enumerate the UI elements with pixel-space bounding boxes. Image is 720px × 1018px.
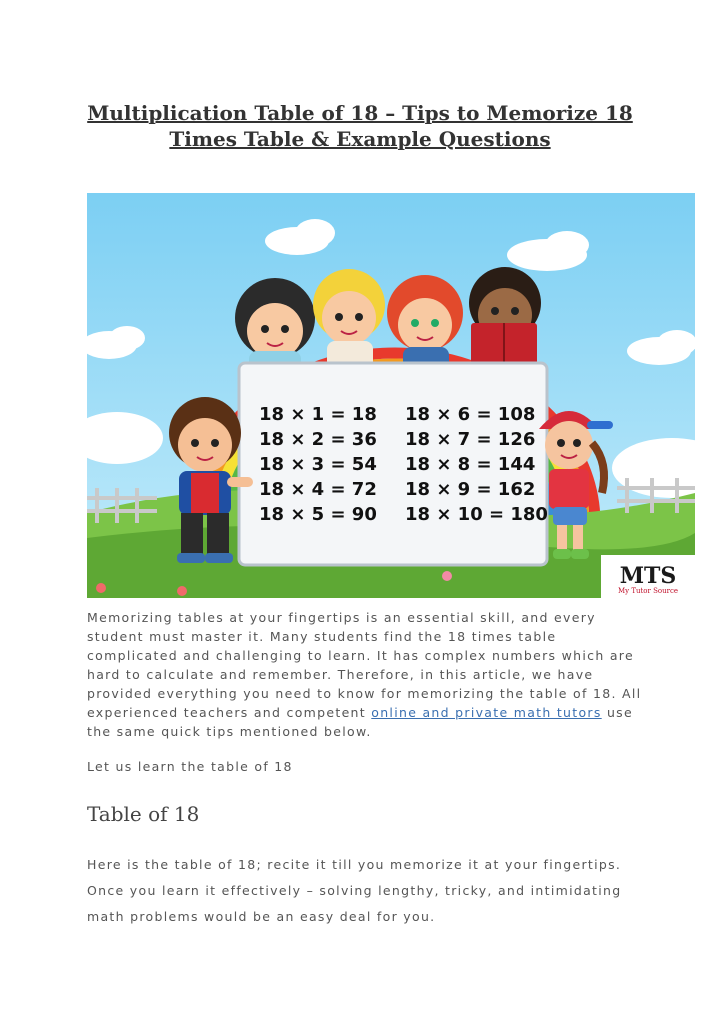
table-row-9: 18 × 9 = 162 <box>405 479 536 500</box>
mts-logo <box>601 555 695 598</box>
page-title <box>60 100 660 152</box>
intro-paragraph <box>87 608 647 741</box>
hero-illustration <box>87 193 695 598</box>
table-row-10: 18 × 10 = 180 <box>405 504 548 525</box>
kid-boy-book <box>469 267 541 367</box>
table-right-column <box>405 404 548 525</box>
online-math-tutors-link[interactable]: online and private math tutors <box>371 705 602 720</box>
logo-subtitle: My Tutor Source <box>617 587 679 595</box>
table-row-4: 18 × 4 = 72 <box>259 479 377 500</box>
lead-paragraph: Let us learn the table of 18 <box>87 759 293 774</box>
logo-mark: MTS <box>619 563 677 589</box>
table-row-7: 18 × 7 = 126 <box>405 429 536 450</box>
table-row-6: 18 × 6 = 108 <box>405 404 536 425</box>
section-heading: Table of 18 <box>87 802 200 826</box>
title-line-2: Times Table & Example Questions <box>169 127 551 151</box>
table-left-column <box>259 404 377 525</box>
title-line-1: Multiplication Table of 18 – Tips to Memorize 18 <box>87 101 633 125</box>
table-row-2: 18 × 2 = 36 <box>259 429 377 450</box>
table-row-5: 18 × 5 = 90 <box>259 504 377 525</box>
intro-text: Memorizing tables at your fingertips is an essential skill, and every student must master it. Many students find the 18 times table complicated and challenging to learn. It has complex numbers which are hard to calculate and remember. Therefore, in this article, we have provided everything you need to know for memorizing the table of 18. All experienced teachers and competent <box>87 610 642 720</box>
intro-text-end: use the same quick tips mentioned below. <box>87 705 633 739</box>
table-row-1: 18 × 1 = 18 <box>259 404 377 425</box>
table-row-8: 18 × 8 = 144 <box>405 454 536 475</box>
section-body: Here is the table of 18; recite it till you memorize it at your fingertips. Once you learn it effectively – solving lengthy, tricky, and intimidating math problems would be an easy deal for you. <box>87 857 622 924</box>
hero-svg <box>87 193 695 598</box>
table-row-3: 18 × 3 = 54 <box>259 454 377 475</box>
